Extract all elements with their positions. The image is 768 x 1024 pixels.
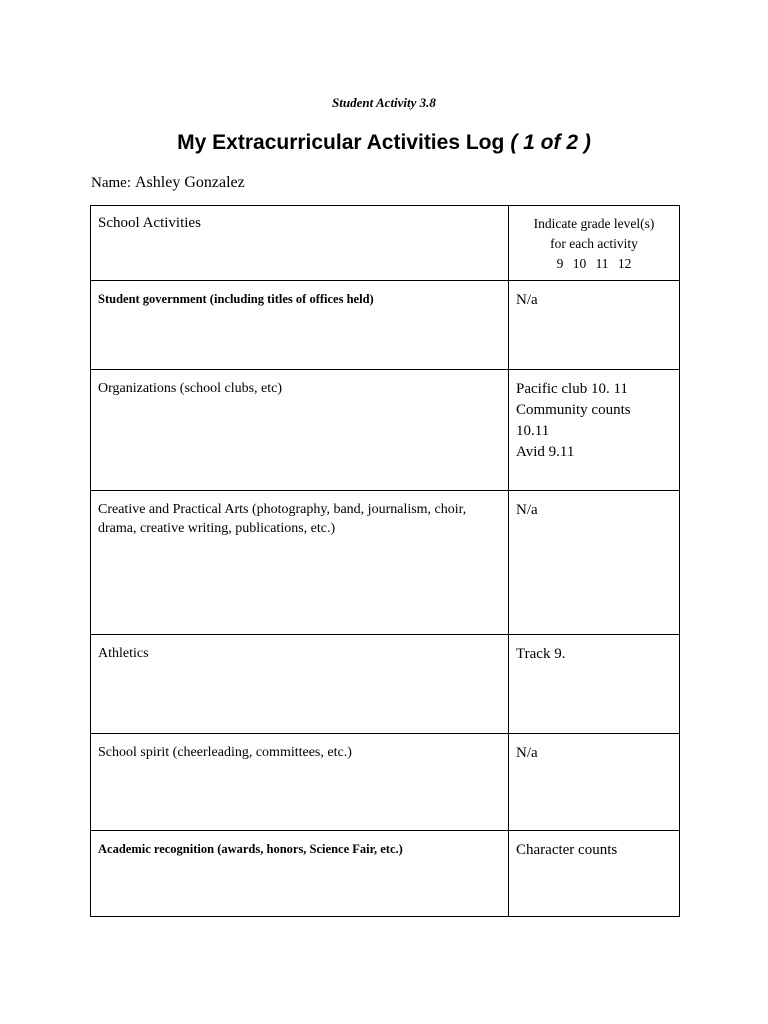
answer-creative-arts	[509, 491, 679, 521]
column-header-activities-cell	[91, 206, 509, 281]
name-label: Name:	[91, 175, 131, 191]
category-organizations: Organizations (school clubs, etc)	[98, 381, 283, 396]
column-header-grades-cell	[509, 206, 680, 281]
name-value: Ashley Gonzalez	[134, 174, 245, 191]
grades-header-line1: Indicate grade level(s)	[533, 216, 655, 231]
category-athletics: Athletics	[98, 646, 149, 661]
answer-line: Character counts	[516, 842, 618, 858]
answer-line: 10.11	[516, 423, 550, 439]
grades-header-line2: for each activity	[550, 236, 638, 251]
category-student-government: Student government (including titles of offices held)	[98, 292, 374, 306]
category-creative-arts: Creative and Practical Arts (photography, band, journalism, choir, drama, creative writing, publications, etc.)	[98, 502, 467, 536]
name-line	[91, 174, 245, 192]
page-title	[0, 131, 768, 155]
answer-line: Community counts	[516, 402, 631, 418]
table-row	[91, 281, 680, 370]
activities-table	[90, 205, 680, 917]
answer-line: N/a	[516, 745, 538, 761]
answer-academic-recognition	[509, 831, 679, 861]
column-header-activities: School Activities	[98, 215, 201, 231]
answer-organizations	[509, 370, 679, 463]
table-row	[91, 370, 680, 491]
grades-header-levels: 9 10 11 12	[556, 256, 632, 271]
answer-line: Track 9.	[516, 646, 566, 662]
answer-student-government	[509, 281, 679, 311]
answer-line: Avid 9.11	[516, 444, 575, 460]
table-row	[91, 734, 680, 831]
table-header-row	[91, 206, 680, 281]
column-header-grades	[509, 206, 679, 274]
table-row	[91, 635, 680, 734]
answer-line: N/a	[516, 502, 538, 518]
table-row	[91, 831, 680, 917]
answer-line: N/a	[516, 292, 538, 308]
answer-line: Pacific club 10. 11	[516, 381, 628, 397]
activity-number: Student Activity 3.8	[332, 95, 436, 110]
category-school-spirit: School spirit (cheerleading, committees, etc.)	[98, 745, 352, 760]
table-row	[91, 491, 680, 635]
title-text: My Extracurricular Activities Log	[177, 131, 505, 154]
answer-school-spirit	[509, 734, 679, 764]
category-academic-recognition: Academic recognition (awards, honors, Science Fair, etc.)	[98, 842, 403, 856]
title-part: ( 1 of 2 )	[510, 131, 591, 154]
answer-athletics	[509, 635, 679, 665]
